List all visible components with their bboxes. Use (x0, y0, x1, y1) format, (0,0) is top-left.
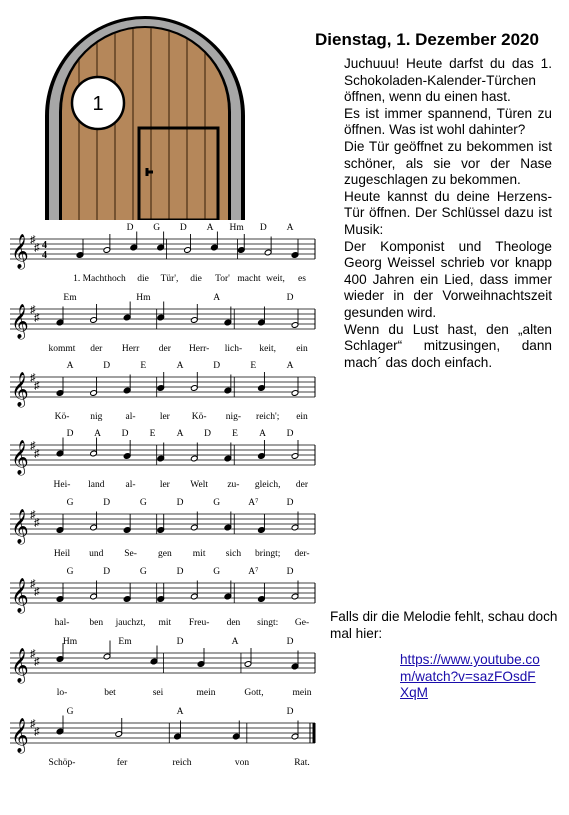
lyric-syllable: Rat. (294, 758, 310, 768)
chord-symbol: G (213, 567, 221, 577)
lyric-syllable: mit (192, 549, 206, 559)
lyric-syllable: weit, (266, 274, 285, 284)
key-sharp-icon: ♯ (30, 440, 36, 452)
door-number: 1 (92, 93, 104, 115)
chord-symbol: D (286, 293, 294, 303)
lyric-syllable: jauchzt, (115, 618, 146, 628)
chord-symbol: D (126, 223, 134, 233)
lyric-syllable: der (90, 344, 103, 354)
key-sharp-icon: ♯ (34, 242, 40, 254)
lyric-syllable: Se- (124, 549, 137, 559)
lyric-syllable: der- (294, 549, 310, 559)
key-sharp-icon: ♯ (30, 234, 36, 246)
chord-symbol: D (179, 223, 187, 233)
chord-symbol: A⁷ (248, 567, 259, 577)
lyric-syllable: nig (90, 412, 103, 422)
key-sharp-icon: ♯ (30, 718, 36, 730)
chord-symbol: D (103, 498, 111, 508)
chord-symbol: A⁷ (248, 498, 259, 508)
chord-symbol: Hm (62, 637, 78, 647)
chord-symbol: A (94, 429, 101, 439)
lyric-syllable: hoch (107, 274, 126, 284)
chord-symbol: A (259, 429, 266, 439)
chord-symbol: E (149, 429, 156, 439)
time-signature-bottom: 4 (42, 250, 47, 261)
lyric-syllable: bringt; (255, 549, 281, 559)
time-signature-top: 4 (42, 240, 47, 251)
lyric-syllable: ein (296, 344, 308, 354)
chord-symbol: G (66, 498, 74, 508)
chord-symbol: A (206, 223, 214, 233)
chord-symbol: A (231, 637, 239, 647)
lyric-syllable: reich (172, 758, 192, 768)
chord-symbol: E (250, 361, 257, 371)
chord-symbol: Em (118, 637, 132, 647)
lyric-syllable: der (158, 344, 171, 354)
chord-symbol: D (103, 361, 111, 371)
chord-symbol: G (213, 498, 221, 508)
key-sharp-icon: ♯ (30, 304, 36, 316)
lyric-syllable: Hei- (53, 480, 71, 490)
treble-clef-icon: 𝄞 (11, 441, 29, 474)
lyric-syllable: singt: (257, 618, 279, 628)
lyric-syllable: reich'; (256, 412, 280, 422)
advent-door-illustration[interactable] (45, 16, 245, 220)
chord-symbol: D (286, 707, 294, 717)
chord-symbol: G (66, 567, 74, 577)
key-sharp-icon: ♯ (30, 648, 36, 660)
youtube-link[interactable]: https://www.youtube.com/watch?v=sazFOsdFXqM (400, 652, 540, 701)
lyric-syllable: von (234, 758, 250, 768)
chord-symbol: G (66, 707, 74, 717)
lyric-syllable: keit, (259, 344, 277, 354)
chord-symbol: A (286, 361, 294, 371)
chord-symbol: D (286, 429, 294, 439)
treble-clef-icon: 𝄞 (11, 305, 29, 338)
key-sharp-icon: ♯ (34, 586, 40, 598)
article-paragraph: Es ist immer spannend, Türen zu öffnen. Was ist wohl dahinter? (344, 105, 552, 138)
lyric-syllable: Tür', (160, 274, 179, 284)
chord-symbol: D (286, 637, 294, 647)
lyric-syllable: ler (159, 480, 170, 490)
lyric-syllable: nig- (225, 412, 242, 422)
key-sharp-icon: ♯ (34, 312, 40, 324)
lyric-syllable: es (298, 274, 306, 284)
chord-symbol: G (139, 567, 147, 577)
treble-clef-icon: 𝄞 (11, 373, 29, 406)
lyric-syllable: der (295, 480, 309, 490)
chord-symbol: D (176, 637, 184, 647)
lyric-syllable: mein (196, 688, 216, 698)
article-paragraph: Heute kannst du deine Herzens-Tür öffnen. Der Schlüssel dazu ist Musik: (344, 188, 552, 237)
lyric-syllable: Tor' (215, 274, 230, 284)
chord-symbol: D (213, 361, 221, 371)
lyric-syllable: und (89, 549, 104, 559)
lyric-syllable: ben (89, 618, 104, 628)
chord-symbol: D (103, 567, 111, 577)
lyric-syllable: Schöp- (48, 758, 76, 768)
chord-symbol: A (66, 361, 74, 371)
chord-symbol: A (176, 361, 184, 371)
lyric-syllable: ein (296, 412, 308, 422)
key-sharp-icon: ♯ (30, 578, 36, 590)
chord-symbol: A (286, 223, 294, 233)
chord-symbol: D (121, 429, 129, 439)
chord-symbol: D (286, 498, 294, 508)
lyric-syllable: al- (125, 480, 136, 490)
page-title: Dienstag, 1. Dezember 2020 (315, 30, 539, 49)
lyric-syllable: fer (116, 758, 128, 768)
chord-symbol: Hm (229, 223, 244, 233)
chord-symbol: A (213, 293, 221, 303)
chord-symbol: E (140, 361, 147, 371)
lyric-syllable: Kö- (54, 412, 70, 422)
key-sharp-icon: ♯ (34, 726, 40, 738)
key-sharp-icon: ♯ (34, 380, 40, 392)
lyric-syllable: Gott, (244, 688, 264, 698)
lyric-syllable: lo- (56, 688, 68, 698)
key-sharp-icon: ♯ (34, 517, 40, 529)
treble-clef-icon: 𝄞 (11, 510, 29, 543)
lyric-syllable: mit (158, 618, 172, 628)
lyric-syllable: Heil (53, 549, 71, 559)
chord-symbol: G (153, 223, 161, 233)
lyric-syllable: gleich, (254, 480, 281, 490)
article-paragraph: Der Komponist und Theologe Georg Weissel schrieb vor knapp 400 Jahren ein Lied, dass immer wieder in der Vorweihnachtszeit gesunden wird. (344, 238, 552, 320)
chord-symbol: A (176, 429, 184, 439)
article-paragraph: Wenn du Lust hast, den „alten Schlager“ mitzusingen, dann mach´ das doch einfach. (344, 321, 552, 370)
lyric-syllable: sei (152, 688, 164, 698)
chord-symbol: D (66, 429, 74, 439)
lyric-syllable: zu- (227, 480, 240, 490)
chord-symbol: E (232, 429, 238, 439)
lyric-syllable: Ge- (294, 618, 310, 628)
lyric-syllable: mein (292, 688, 312, 698)
treble-clef-icon: 𝄞 (11, 579, 29, 612)
lyric-syllable: hal- (54, 618, 70, 628)
article-paragraph: Juchuuu! Heute darfst du das 1. Schokoladen-Kalender-Türchen öffnen, wenn du einen hast. (344, 56, 552, 105)
chord-symbol: D (259, 223, 267, 233)
lyric-syllable: kommt (48, 344, 76, 354)
lyric-syllable: lich- (224, 344, 243, 354)
lyric-syllable: 1. Macht (73, 274, 107, 284)
chord-symbol: Em (63, 293, 77, 303)
chord-symbol: D (176, 498, 184, 508)
lyric-syllable: gen (157, 549, 172, 559)
song-score (10, 215, 332, 770)
lyric-syllable: Welt (190, 480, 208, 490)
chord-symbol: D (204, 429, 211, 439)
chord-symbol: A (176, 707, 184, 717)
treble-clef-icon: 𝄞 (11, 235, 29, 268)
chord-symbol: D (286, 567, 294, 577)
lyric-syllable: bet (104, 688, 116, 698)
melody-hint: Falls dir die Melodie fehlt, schau doch mal hier: (330, 609, 558, 641)
treble-clef-icon: 𝄞 (11, 649, 29, 682)
chord-symbol: Hm (136, 293, 151, 303)
key-sharp-icon: ♯ (34, 656, 40, 668)
lyric-syllable: sich (225, 549, 242, 559)
article-text (344, 56, 552, 371)
lyric-syllable: Herr- (188, 344, 210, 354)
lyric-syllable: land (88, 480, 105, 490)
lyric-syllable: al- (125, 412, 136, 422)
lyric-syllable: macht (237, 274, 261, 284)
lyric-syllable: den (226, 618, 241, 628)
lyric-syllable: Herr (121, 344, 140, 354)
chord-symbol: D (176, 567, 184, 577)
key-sharp-icon: ♯ (30, 509, 36, 521)
lyric-syllable: die (190, 274, 202, 284)
chord-symbol: G (139, 498, 147, 508)
key-sharp-icon: ♯ (30, 372, 36, 384)
lyric-syllable: die (137, 274, 149, 284)
article-paragraph: Die Tür geöffnet zu bekommen ist schöner, als sie vor der Nase zugeschlagen zu bekommen. (344, 138, 552, 188)
key-sharp-icon: ♯ (34, 448, 40, 460)
lyric-syllable: ler (159, 412, 170, 422)
lyric-syllable: Freu- (188, 618, 210, 628)
lyric-syllable: Kö- (191, 412, 207, 422)
treble-clef-icon: 𝄞 (11, 719, 29, 752)
